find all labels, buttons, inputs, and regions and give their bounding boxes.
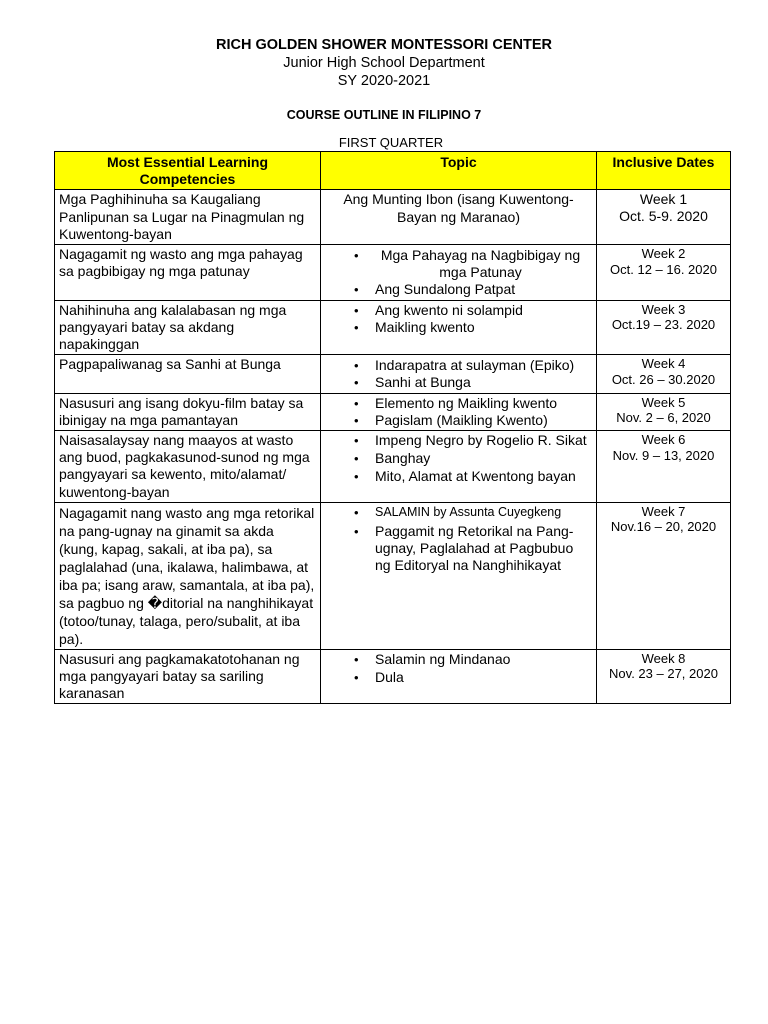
topic-item: • Banghay (325, 450, 592, 467)
date-range: Nov. 9 – 13, 2020 (612, 447, 715, 463)
topic-item: • Sanhi at Bunga (325, 374, 592, 391)
date-range: Nov.16 – 20, 2020 (610, 519, 717, 535)
topic-list (325, 247, 592, 299)
column-header-topic: Topic (321, 152, 597, 190)
competency-cell: Pagpapaliwanag sa Sanhi at Bunga (55, 355, 321, 393)
week-label: Week 4 (641, 356, 686, 372)
topic-item: • Mga Pahayag na Nagbibigay ng mga Patunay (325, 247, 592, 281)
topic-list (325, 504, 592, 575)
dates-cell (597, 245, 731, 301)
column-header-competencies: Most Essential Learning Competencies (55, 152, 321, 190)
dates-cell (597, 649, 731, 704)
topic-item: • Maikling kwento (325, 319, 592, 336)
date-range: Oct. 5-9. 2020 (619, 208, 708, 225)
topic-list (325, 395, 592, 429)
topic-item: • Pagislam (Maikling Kwento) (325, 412, 592, 429)
dates-cell (597, 190, 731, 245)
topic-list (325, 357, 592, 391)
dates-cell (597, 431, 731, 503)
competency-cell: Nahihinuha ang kalalabasan ng mga pangyayari batay sa akdang napakinggan (55, 300, 321, 355)
table-row (55, 190, 731, 245)
topic-cell (321, 300, 597, 355)
table-row (55, 431, 731, 503)
dates-cell (597, 393, 731, 430)
date-range: Oct. 12 – 16. 2020 (610, 261, 717, 277)
dates-cell (597, 300, 731, 355)
competency-cell: Mga Paghihinuha sa Kaugaliang Panlipunan sa Lugar na Pinagmulan ng Kuwentong-bayan (55, 190, 321, 245)
date-range: Oct. 26 – 30.2020 (611, 371, 716, 387)
topic-cell (321, 393, 597, 430)
topic-cell: Ang Munting Ibon (isang Kuwentong-Bayan ng Maranao) (321, 190, 597, 245)
table-row (55, 502, 731, 649)
week-label: Week 3 (641, 301, 686, 317)
document-header (0, 36, 768, 90)
date-range: Oct.19 – 23. 2020 (611, 317, 716, 333)
table-row (55, 649, 731, 704)
topic-cell (321, 649, 597, 704)
table-row (55, 393, 731, 430)
topic-item: • Ang kwento ni solampid (325, 302, 592, 319)
topic-item: • Elemento ng Maikling kwento (325, 395, 592, 412)
topic-item: • Paggamit ng Retorikal na Pang-ugnay, Paglalahad at Pagbubuo ng Editoryal na Nanghihikayat (325, 523, 592, 575)
date-range: Nov. 23 – 27, 2020 (609, 666, 718, 682)
competency-cell: Naisasalaysay nang maayos at wasto ang buod, pagkakasunod-sunod ng mga pangyayari sa kewento, mito/alamat/ kuwentong-bayan (55, 431, 321, 503)
competency-cell: Nasusuri ang pagkamakatotohanan ng mga pangyayari batay sa sariling karanasan (55, 649, 321, 704)
week-label: Week 8 (641, 650, 686, 666)
topic-item: • Salamin ng Mindanao (325, 651, 592, 668)
competency-cell: Nagagamit nang wasto ang mga retorikal na pang-ugnay na ginamit sa akda (kung, kapag, sakali, at iba pa), sa paglalahad (una, ikalawa, halimbawa, at iba pa; isang araw, samantala, at iba pa), sa pagbuo ng �ditorial na nanghihikayat (totoo/tunay, talaga, pero/subalit, at iba pa). (55, 502, 321, 649)
dates-cell (597, 502, 731, 649)
course-outline-table (54, 151, 731, 704)
department-name: Junior High School Department (283, 55, 485, 71)
week-label: Week 7 (641, 503, 686, 519)
topic-item: • SALAMIN by Assunta Cuyegkeng (325, 504, 592, 521)
course-title: COURSE OUTLINE IN FILIPINO 7 (286, 108, 482, 122)
topic-cell (321, 355, 597, 393)
topic-item: • Dula (325, 669, 592, 686)
topic-item: • Ang Sundalong Patpat (325, 281, 592, 298)
dates-cell (597, 355, 731, 393)
table-row (55, 245, 731, 301)
school-year: SY 2020-2021 (337, 73, 431, 89)
table-row (55, 355, 731, 393)
quarter-label: FIRST QUARTER (338, 135, 444, 150)
table-header-row (55, 152, 731, 190)
topic-list (325, 302, 592, 336)
topic-cell (321, 502, 597, 649)
school-name: RICH GOLDEN SHOWER MONTESSORI CENTER (216, 37, 552, 53)
topic-list (325, 651, 592, 686)
column-header-dates: Inclusive Dates (597, 152, 731, 190)
week-label: Week 1 (639, 191, 688, 208)
competency-cell: Nagagamit ng wasto ang mga pahayag sa pagbibigay ng mga patunay (55, 245, 321, 301)
table-row (55, 300, 731, 355)
topic-cell (321, 431, 597, 503)
topic-item: • Impeng Negro by Rogelio R. Sikat (325, 432, 592, 449)
topic-item: • Indarapatra at sulayman (Epiko) (325, 357, 592, 374)
topic-list (325, 432, 592, 486)
week-label: Week 6 (641, 432, 686, 448)
week-label: Week 5 (641, 394, 686, 410)
topic-cell (321, 245, 597, 301)
date-range: Nov. 2 – 6, 2020 (616, 410, 711, 426)
topic-item: • Mito, Alamat at Kwentong bayan (325, 468, 592, 485)
week-label: Week 2 (641, 246, 686, 262)
competency-cell: Nasusuri ang isang dokyu-film batay sa ibinigay na mga pamantayan (55, 393, 321, 430)
